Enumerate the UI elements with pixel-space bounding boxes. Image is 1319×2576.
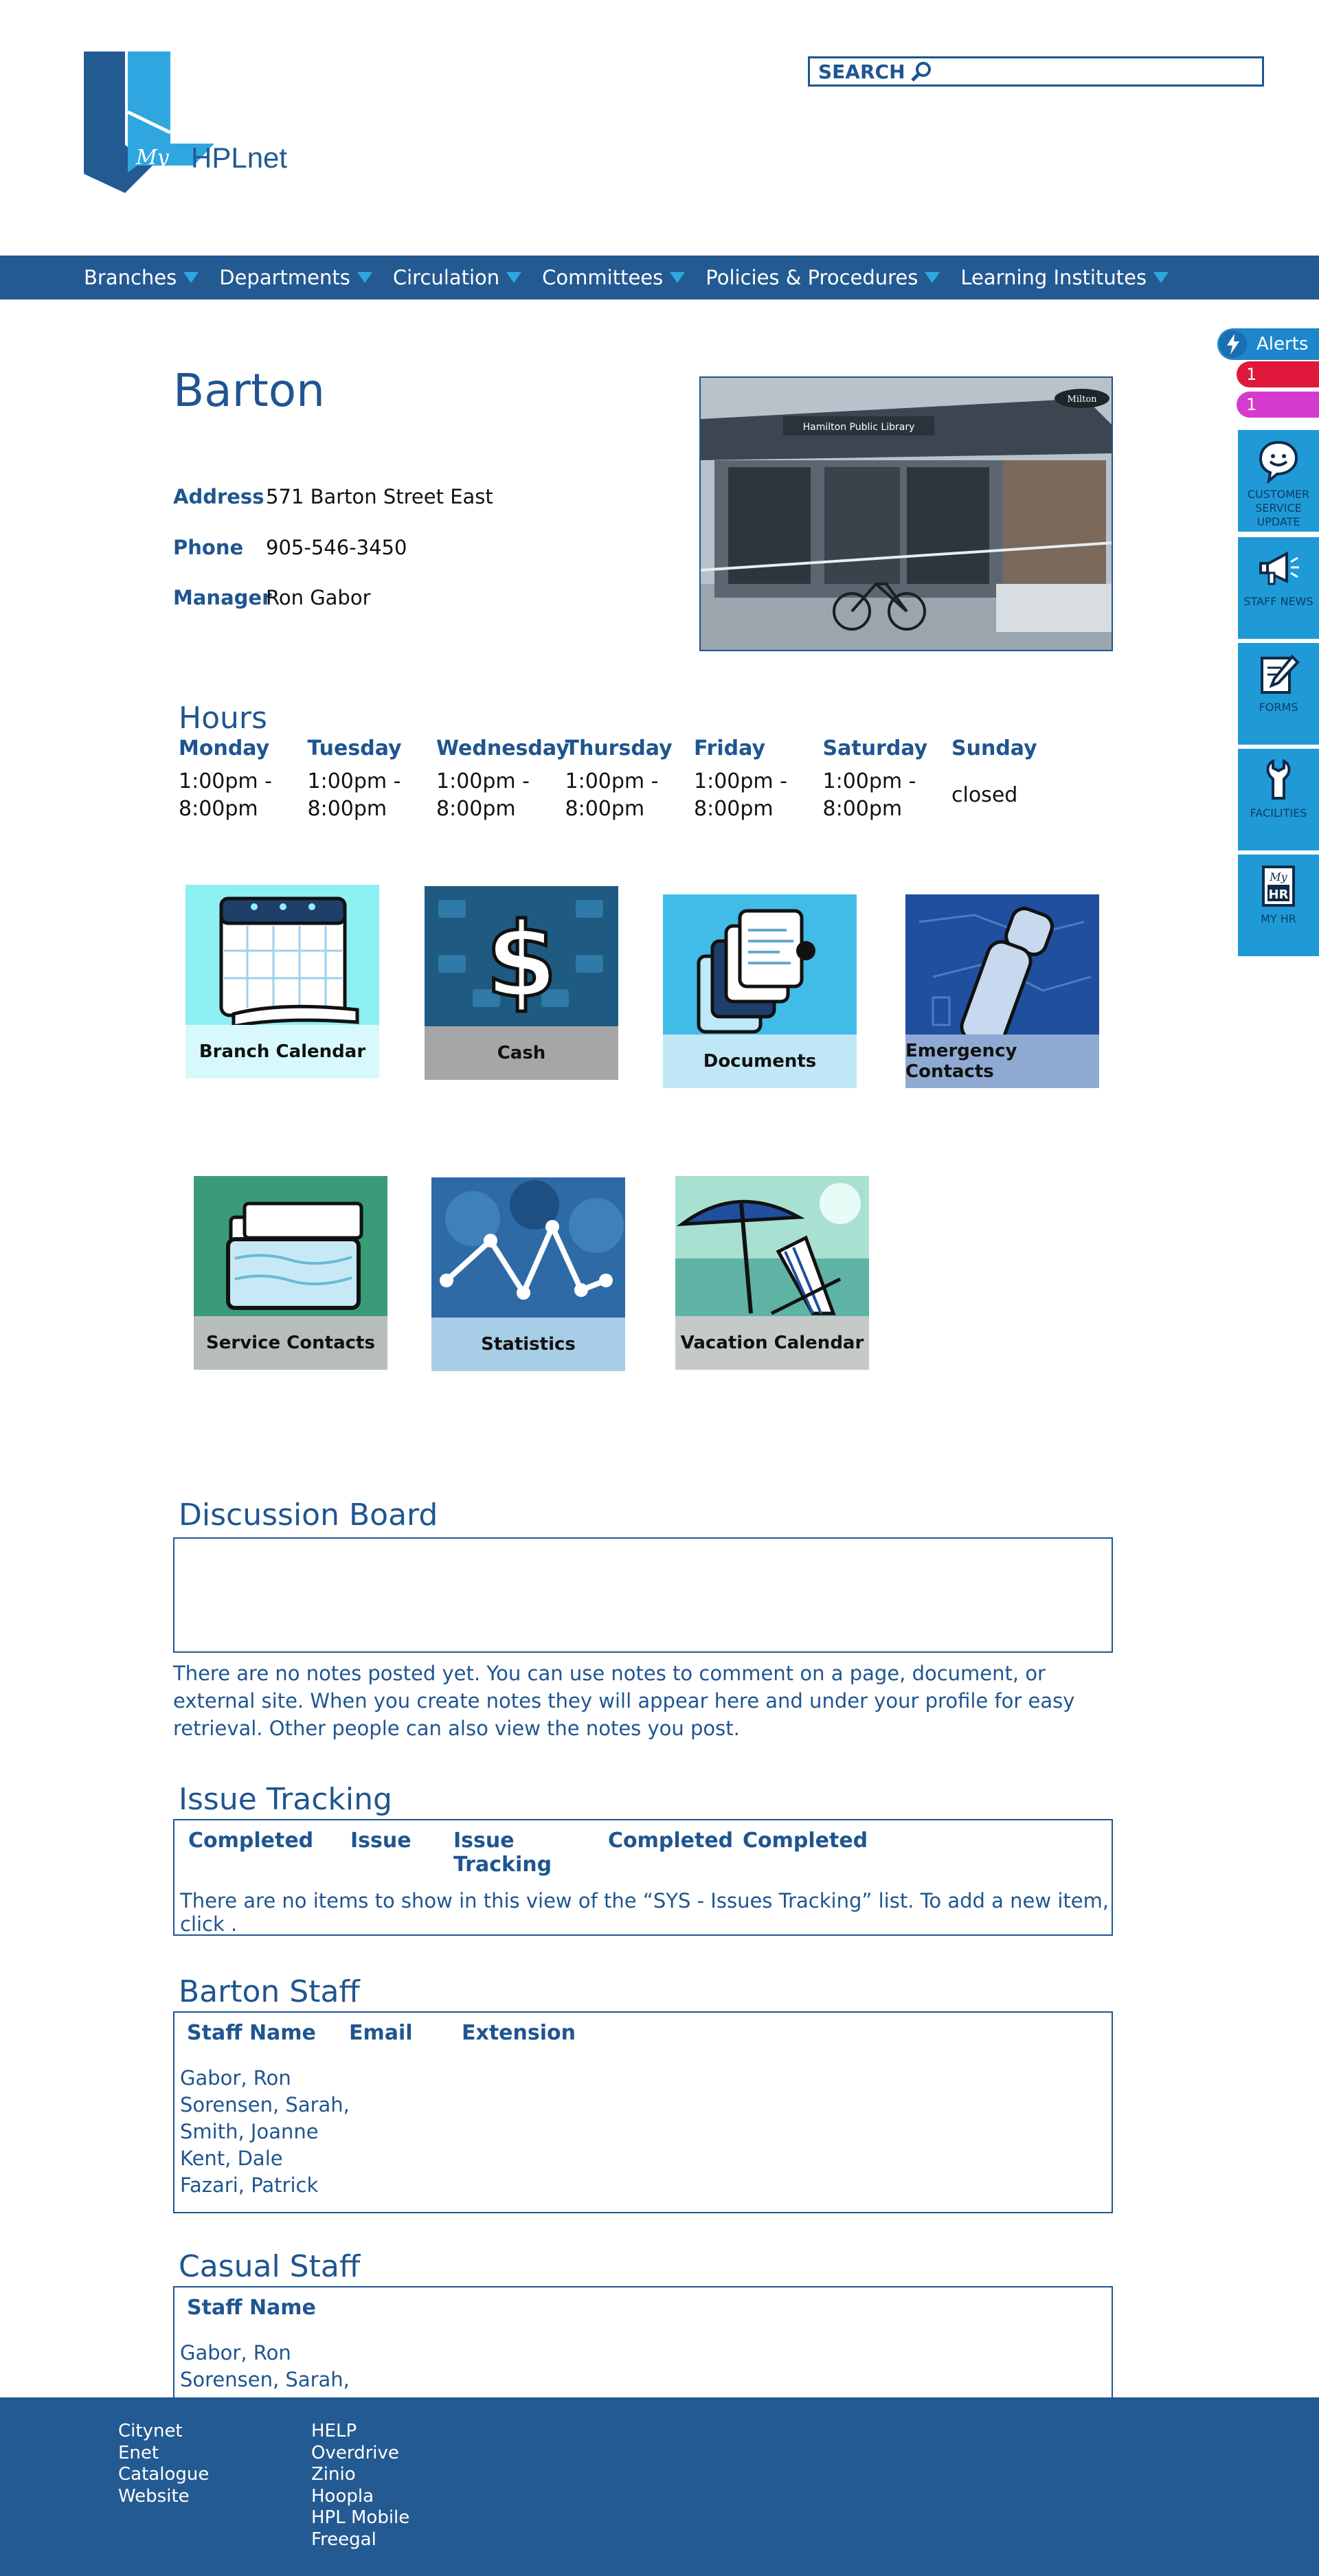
tile-statistics[interactable] xyxy=(431,1177,625,1371)
hours-day xyxy=(951,736,1081,823)
footer-link[interactable]: HPL Mobile xyxy=(311,2507,410,2528)
footer-link[interactable]: Freegal xyxy=(311,2529,376,2550)
caret-down-icon xyxy=(1153,272,1169,283)
rail-forms[interactable] xyxy=(1238,643,1319,745)
manager-value: Ron Gabor xyxy=(266,586,371,609)
day-hours: 1:00pm - xyxy=(179,769,272,793)
tile-label: Service Contacts xyxy=(194,1316,387,1370)
day-name: Sunday xyxy=(951,736,1037,760)
tile-cash[interactable] xyxy=(425,886,618,1080)
tile-branch-calendar[interactable] xyxy=(185,885,379,1078)
caret-down-icon xyxy=(183,272,199,283)
nav-learning-institutes[interactable] xyxy=(960,266,1169,289)
day-name: Thursday xyxy=(565,736,673,760)
list-item: Gabor, Ron xyxy=(180,2066,291,2090)
rail-customer-service-update[interactable] xyxy=(1238,430,1319,532)
tile-emergency-contacts[interactable] xyxy=(905,894,1099,1088)
list-item: Fazari, Patrick xyxy=(180,2173,319,2197)
nav-policies[interactable] xyxy=(706,266,940,289)
tile-label: Statistics xyxy=(431,1318,625,1371)
staff-table xyxy=(173,2011,1113,2213)
svg-text:HR: HR xyxy=(1268,888,1289,902)
branch-photo xyxy=(699,376,1113,651)
column-header[interactable]: Completed xyxy=(188,1829,314,1853)
caret-down-icon xyxy=(357,272,372,283)
photo-tag-text: Milton xyxy=(1067,394,1097,405)
footer-links-col2 xyxy=(311,2421,409,2551)
column-header[interactable]: Issue Tracking xyxy=(453,1829,552,1877)
day-hours: 8:00pm xyxy=(565,797,645,821)
rail-staff-news[interactable] xyxy=(1238,537,1319,639)
address-value: 571 Barton Street East xyxy=(266,485,493,508)
tile-documents[interactable] xyxy=(663,894,857,1088)
column-header[interactable]: Email xyxy=(349,2021,413,2045)
day-hours: 8:00pm xyxy=(436,797,516,821)
day-name: Friday xyxy=(694,736,766,760)
footer-link[interactable]: Hoopla xyxy=(311,2485,374,2507)
logo-my-text: My xyxy=(136,146,169,170)
list-item: Smith, Joanne xyxy=(180,2120,319,2143)
day-hours: 1:00pm - xyxy=(694,769,787,793)
hours-day xyxy=(179,736,308,823)
footer-link[interactable]: Citynet xyxy=(118,2421,183,2441)
footer-link[interactable]: Zinio xyxy=(311,2464,356,2485)
footer-link[interactable]: HELP xyxy=(311,2421,357,2441)
manager-row xyxy=(173,586,371,609)
day-hours: 8:00pm xyxy=(307,797,387,821)
hours-day xyxy=(823,736,952,823)
footer-links-col1 xyxy=(118,2421,209,2507)
lightning-icon xyxy=(1219,330,1247,358)
hours-day xyxy=(436,736,570,823)
nav-label: Learning Institutes xyxy=(960,266,1147,289)
discussion-heading: Discussion Board xyxy=(179,1498,438,1533)
phone-label: Phone xyxy=(173,536,244,559)
day-name: Monday xyxy=(179,736,270,760)
alert-count-badge[interactable]: 1 xyxy=(1237,361,1319,387)
form-pencil-icon xyxy=(1256,653,1300,697)
nav-label: Departments xyxy=(219,266,350,289)
nav-label: Circulation xyxy=(392,266,500,289)
nav-departments[interactable] xyxy=(219,266,372,289)
caret-down-icon xyxy=(925,272,940,283)
footer-link[interactable]: Catalogue xyxy=(118,2464,210,2485)
day-name: Wednesday xyxy=(436,736,570,760)
hours-table xyxy=(179,736,1081,823)
svg-text:$: $ xyxy=(485,901,558,1021)
site-footer xyxy=(0,2397,1319,2576)
day-name: Saturday xyxy=(822,736,928,760)
column-header[interactable]: Staff Name xyxy=(187,2021,316,2045)
search-label: SEARCH xyxy=(818,60,905,83)
hours-day xyxy=(694,736,823,823)
hours-day xyxy=(565,736,695,823)
tile-vacation-calendar[interactable] xyxy=(675,1176,869,1370)
list-item: Gabor, Ron xyxy=(180,2341,291,2364)
megaphone-icon xyxy=(1256,547,1300,591)
nav-label: Branches xyxy=(84,266,177,289)
issue-tracking-table xyxy=(173,1819,1113,1936)
tile-label: Branch Calendar xyxy=(185,1025,379,1078)
smiley-bubble-icon xyxy=(1256,440,1300,484)
tile-label: Emergency Contacts xyxy=(905,1035,1099,1088)
nav-circulation[interactable] xyxy=(393,266,521,289)
alerts-label: Alerts xyxy=(1256,334,1309,354)
phone-row xyxy=(173,536,407,559)
tile-label: Documents xyxy=(663,1035,857,1088)
photo-sign-text: Hamilton Public Library xyxy=(802,422,915,433)
staff-list xyxy=(180,2065,350,2199)
list-item: Kent, Dale xyxy=(180,2147,283,2170)
caret-down-icon xyxy=(506,272,521,283)
day-name: Tuesday xyxy=(307,736,402,760)
tile-label: Cash xyxy=(425,1026,618,1080)
day-hours: 1:00pm - xyxy=(565,769,659,793)
table-header-row xyxy=(187,2296,316,2320)
wrench-icon xyxy=(1256,758,1300,802)
issue-empty-message: There are no items to show in this view of the “SYS - Issues Tracking” list. To add a new item, click . xyxy=(180,1889,1109,1936)
day-hours: 1:00pm - xyxy=(822,769,916,793)
hours-day xyxy=(308,736,437,823)
column-header[interactable]: Staff Name xyxy=(187,2296,316,2320)
rail-facilities[interactable] xyxy=(1238,749,1319,850)
caret-down-icon xyxy=(670,272,685,283)
day-hours: 8:00pm xyxy=(179,797,258,821)
my-hr-icon xyxy=(1256,864,1300,908)
manager-label: Manager xyxy=(173,586,272,609)
rail-label: MY HR xyxy=(1261,912,1296,925)
discussion-empty-message: There are no notes posted yet. You can use notes to comment on a page, document, or external site. When you create notes they will appear here and under your profile for easy retrieval. Other people can also view the notes you post. xyxy=(173,1662,1075,1740)
footer-link[interactable]: Enet xyxy=(118,2442,159,2463)
alerts-tab[interactable] xyxy=(1217,328,1319,360)
alert-count-badge[interactable]: 1 xyxy=(1237,392,1319,418)
tile-service-contacts[interactable] xyxy=(194,1176,387,1370)
logo-wordmark: HPLnet xyxy=(191,142,288,174)
address-label: Address xyxy=(173,485,264,508)
day-hours: 8:00pm xyxy=(694,797,774,821)
search-input[interactable] xyxy=(938,59,1262,84)
rail-label: CUSTOMER SERVICE UPDATE xyxy=(1247,488,1310,528)
staff-heading: Barton Staff xyxy=(179,1974,360,2009)
list-item: Sorensen, Sarah, xyxy=(180,2368,350,2391)
day-hours: 1:00pm - xyxy=(307,769,401,793)
rail-label: STAFF NEWS xyxy=(1243,595,1314,608)
issue-tracking-heading: Issue Tracking xyxy=(179,1782,392,1817)
column-header[interactable]: Issue xyxy=(350,1829,412,1853)
nav-label: Committees xyxy=(542,266,664,289)
rail-label: FORMS xyxy=(1259,701,1298,714)
search-box[interactable] xyxy=(808,56,1264,87)
main-nav xyxy=(0,256,1319,300)
page-title: Barton xyxy=(173,364,325,417)
search-icon[interactable] xyxy=(910,60,934,82)
hours-heading: Hours xyxy=(179,701,267,736)
footer-link[interactable]: Overdrive xyxy=(311,2442,399,2463)
column-header[interactable]: Completed xyxy=(743,1829,868,1853)
nav-label: Policies & Procedures xyxy=(706,266,918,289)
phone-value: 905-546-3450 xyxy=(266,536,407,559)
day-hours: 8:00pm xyxy=(822,797,903,821)
list-item: Sorensen, Sarah, xyxy=(180,2093,350,2116)
rail-my-hr[interactable] xyxy=(1238,855,1319,956)
svg-text:My: My xyxy=(1270,870,1287,883)
footer-link[interactable]: Website xyxy=(118,2485,190,2507)
casual-staff-heading: Casual Staff xyxy=(179,2249,361,2284)
tile-label: Vacation Calendar xyxy=(675,1316,869,1370)
discussion-notes-box[interactable] xyxy=(173,1537,1113,1653)
table-header-row xyxy=(187,2021,576,2045)
nav-committees[interactable] xyxy=(542,266,685,289)
day-hours: 1:00pm - xyxy=(436,769,530,793)
column-header[interactable]: Extension xyxy=(462,2021,576,2045)
column-header[interactable]: Completed xyxy=(608,1829,734,1853)
rail-label: FACILITIES xyxy=(1250,806,1307,820)
casual-staff-list xyxy=(180,2340,350,2393)
table-header-row xyxy=(188,1829,868,1877)
address-row xyxy=(173,485,493,508)
nav-branches[interactable] xyxy=(84,266,199,289)
day-hours: closed xyxy=(951,783,1018,807)
